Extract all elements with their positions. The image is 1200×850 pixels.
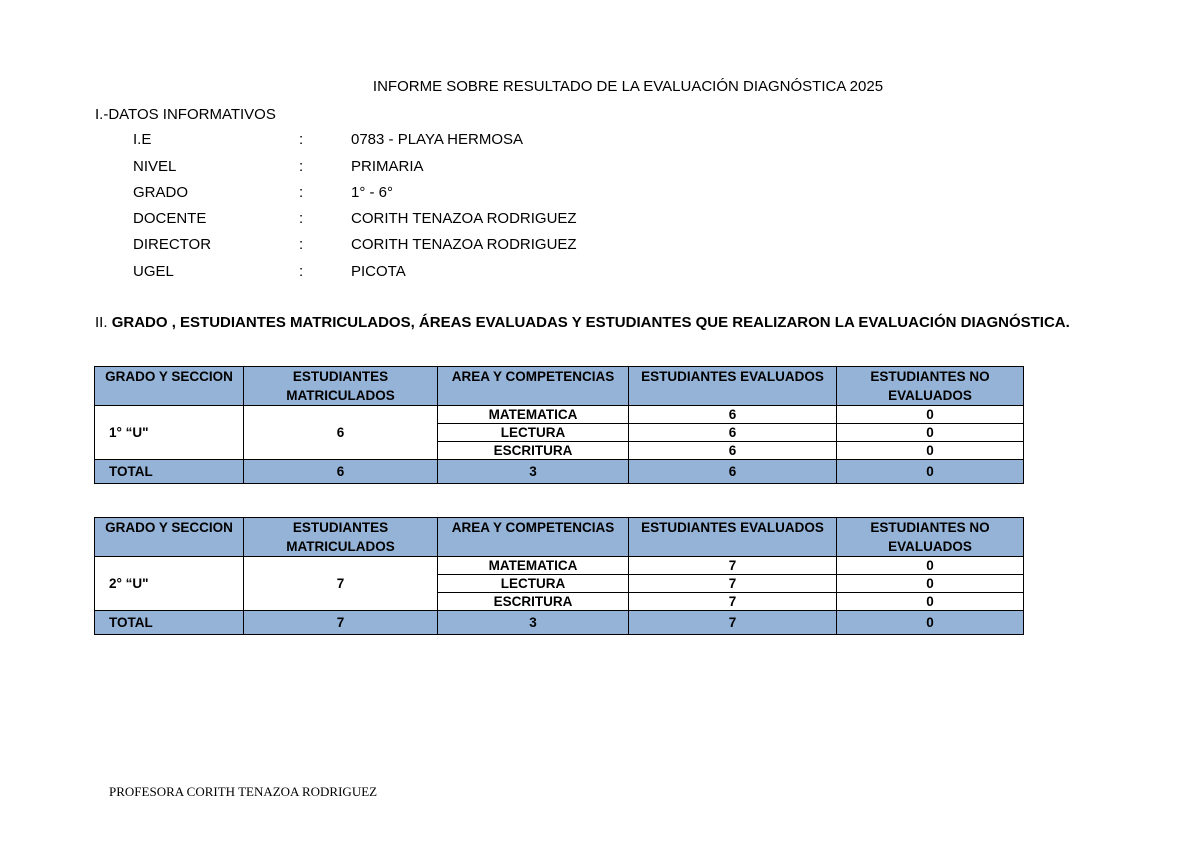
info-label: GRADO — [133, 184, 189, 201]
total-not-evaluated: 0 — [837, 460, 1024, 484]
evaluated-cell: 7 — [629, 593, 837, 611]
not-evaluated-cell: 0 — [837, 406, 1024, 424]
info-label: NIVEL — [133, 158, 177, 175]
total-enrolled: 7 — [244, 611, 438, 635]
info-value: CORITH TENAZOA RODRIGUEZ — [351, 210, 577, 227]
info-value: 1° - 6° — [351, 184, 394, 201]
header-grado-seccion: GRADO Y SECCION — [95, 518, 244, 557]
header-no-evaluados: ESTUDIANTES NO EVALUADOS — [837, 367, 1024, 406]
info-value: CORITH TENAZOA RODRIGUEZ — [351, 236, 577, 253]
area-cell: MATEMATICA — [438, 557, 629, 575]
not-evaluated-cell: 0 — [837, 575, 1024, 593]
signature-footer: PROFESORA CORITH TENAZOA RODRIGUEZ — [109, 784, 378, 799]
area-cell: LECTURA — [438, 575, 629, 593]
not-evaluated-cell: 0 — [837, 442, 1024, 460]
header-evaluados: ESTUDIANTES EVALUADOS — [629, 518, 837, 557]
info-colon: : — [299, 236, 304, 253]
info-colon: : — [299, 210, 304, 227]
table-total-row — [95, 460, 1024, 484]
section-2-heading — [95, 313, 1105, 332]
section-2-title: GRADO , ESTUDIANTES MATRICULADOS, ÁREAS EVALUADAS Y ESTUDIANTES QUE REALIZARON LA EVALUACIÓN DIAGNÓSTICA. — [111, 314, 1070, 331]
total-evaluated: 6 — [629, 460, 837, 484]
area-cell: ESCRITURA — [438, 593, 629, 611]
table-row — [95, 557, 1024, 575]
area-cell: ESCRITURA — [438, 442, 629, 460]
table-header-row — [95, 518, 1024, 557]
evaluated-cell: 6 — [629, 442, 837, 460]
info-value: 0783 - PLAYA HERMOSA — [351, 131, 524, 148]
section-1-heading: I.-DATOS INFORMATIVOS — [95, 106, 276, 123]
table-header-row — [95, 367, 1024, 406]
info-label: I.E — [133, 131, 152, 148]
info-label: UGEL — [133, 263, 174, 280]
header-matriculados: ESTUDIANTES MATRICULADOS — [244, 367, 438, 406]
evaluated-cell: 6 — [629, 406, 837, 424]
area-cell: LECTURA — [438, 424, 629, 442]
info-label: DOCENTE — [133, 210, 207, 227]
header-no-evaluados: ESTUDIANTES NO EVALUADOS — [837, 518, 1024, 557]
info-colon: : — [299, 184, 304, 201]
total-areas: 3 — [438, 460, 629, 484]
info-value: PRIMARIA — [351, 158, 424, 175]
header-area-competencias: AREA Y COMPETENCIAS — [438, 367, 629, 406]
grade-cell: 1° “U" — [95, 406, 244, 460]
header-grado-seccion: GRADO Y SECCION — [95, 367, 244, 406]
info-colon: : — [299, 131, 304, 148]
total-not-evaluated: 0 — [837, 611, 1024, 635]
info-colon: : — [299, 263, 304, 280]
not-evaluated-cell: 0 — [837, 557, 1024, 575]
table-row — [95, 406, 1024, 424]
total-label: TOTAL — [95, 611, 244, 635]
total-label: TOTAL — [95, 460, 244, 484]
info-value: PICOTA — [351, 263, 406, 280]
header-matriculados: ESTUDIANTES MATRICULADOS — [244, 518, 438, 557]
grade-cell: 2° “U" — [95, 557, 244, 611]
header-area-competencias: AREA Y COMPETENCIAS — [438, 518, 629, 557]
not-evaluated-cell: 0 — [837, 593, 1024, 611]
total-evaluated: 7 — [629, 611, 837, 635]
header-evaluados: ESTUDIANTES EVALUADOS — [629, 367, 837, 406]
info-label: DIRECTOR — [133, 236, 212, 253]
total-areas: 3 — [438, 611, 629, 635]
results-table-1 — [94, 366, 1024, 484]
not-evaluated-cell: 0 — [837, 424, 1024, 442]
evaluated-cell: 7 — [629, 557, 837, 575]
document-title: INFORME SOBRE RESULTADO DE LA EVALUACIÓN DIAGNÓSTICA 2025 — [372, 78, 884, 95]
results-table-2 — [94, 517, 1024, 635]
evaluated-cell: 6 — [629, 424, 837, 442]
section-2-prefix: II. — [95, 314, 108, 331]
total-enrolled: 6 — [244, 460, 438, 484]
area-cell: MATEMATICA — [438, 406, 629, 424]
evaluated-cell: 7 — [629, 575, 837, 593]
enrolled-cell: 7 — [244, 557, 438, 611]
table-total-row — [95, 611, 1024, 635]
enrolled-cell: 6 — [244, 406, 438, 460]
info-colon: : — [299, 158, 304, 175]
